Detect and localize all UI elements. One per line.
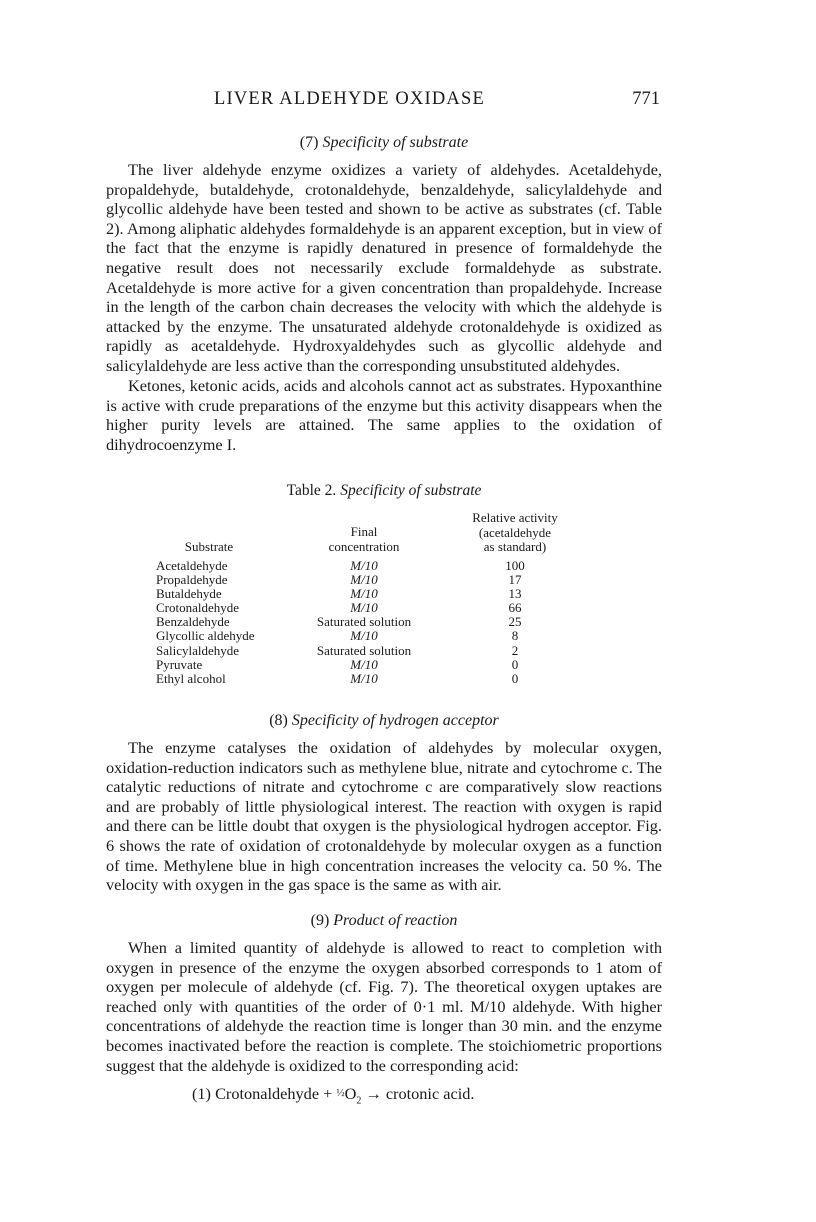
cell-concentration: M/10 (350, 558, 378, 573)
section-number: (7) (299, 134, 319, 151)
paragraph: The liver aldehyde enzyme oxidizes a variety of aldehydes. Acetaldehyde, propaldehyde, butaldehyde, crotonaldehyde, benzaldehyde, salicylaldehyde and glycollic aldehyde have been tested and shown to be active as substrates (cf. Table 2). Among aliphatic aldehydes formaldehyde is an apparent exception, but in view of the fact that the enzyme is rapidly denatured in presence of formaldehyde the negative result does not necessarily exclude formaldehyde as substrate. Acetaldehyde is more active for a given concentration than propaldehyde. Increase in the length of the carbon chain decreases the velocity with which the aldehyde is attacked by the enzyme. The unsaturated aldehyde crotonaldehyde is oxidized as rapidly as acetaldehyde. Hydroxyaldehydes such as glycollic aldehyde and salicylaldehyde are less active than the corresponding unsubstituted aldehydes. (106, 160, 662, 375)
cell-substrate: Acetaldehyde (156, 558, 228, 573)
column-header-activity: Relative activity (acetaldehyde as standard) (472, 510, 558, 554)
cell-substrate: Benzaldehyde (156, 614, 230, 630)
paragraph: When a limited quantity of aldehyde is allowed to react to completion with oxygen in presence of the enzyme the oxygen absorbed corresponds to 1 atom of oxygen per molecule of aldehyde (cf. Fig. 7). The theoretical oxygen uptakes are reached only with quantities of the order of 0·1 ml. M/10 aldehyde. With higher concentrations of aldehyde the reaction time is longer than 30 min. and the enzyme becomes inactivated before the reaction is complete. The stoichiometric proportions suggest that the aldehyde is oxidized to the corresponding acid: (106, 938, 662, 1075)
table-row (154, 629, 624, 643)
cell-substrate: Glycollic aldehyde (156, 628, 255, 644)
cell-activity: 8 (511, 628, 519, 644)
section-heading-8 (106, 712, 662, 730)
cell-activity: 2 (511, 642, 519, 658)
table-row (154, 644, 624, 658)
cell-concentration: M/10 (350, 600, 378, 616)
column-header-concentration: Final concentration (328, 524, 400, 554)
cell-activity: 0 (511, 670, 519, 686)
cell-substrate: Pyruvate (156, 656, 203, 672)
equation-left: Crotonaldehyde + (215, 1084, 337, 1103)
section-number: (9) (310, 912, 330, 929)
cell-substrate: Propaldehyde (156, 572, 228, 588)
arrow-icon: → (361, 1084, 386, 1103)
paragraph: Ketones, ketonic acids, acids and alcohols cannot act as substrates. Hypoxanthine is active with crude preparations of the enzyme but this activity disappears when the higher purity levels are attained. The same applies to the oxidation of dihydrocoenzyme I. (106, 376, 662, 454)
table-row (154, 587, 624, 601)
paragraph: The enzyme catalyses the oxidation of aldehydes by molecular oxygen, oxidation-reduction indicators such as methylene blue, nitrate and cytochrome c. The catalytic reductions of nitrate and cytochrome c are comparatively slow reactions and are probably of little physiological interest. The reaction with oxygen is rapid and there can be little doubt that oxygen is the physiological hydrogen acceptor. Fig. 6 shows the rate of oxidation of crotonaldehyde by molecular oxygen as a function of time. Methylene blue in high concentration increases the velocity ca. 50 %. The velocity with oxygen in the gas space is the same as with air. (106, 738, 662, 895)
cell-concentration: M/10 (350, 572, 378, 588)
section-title: Product of reaction (333, 912, 458, 929)
table-row (154, 573, 624, 587)
cell-activity: 0 (511, 656, 519, 672)
cell-concentration: M/10 (350, 670, 378, 686)
equation-oxygen: O (344, 1084, 357, 1103)
cell-substrate: Butaldehyde (156, 586, 222, 602)
section-heading-7 (106, 134, 662, 152)
section-number: (8) (269, 712, 288, 729)
cell-substrate: Ethyl alcohol (156, 670, 226, 686)
cell-activity: 66 (508, 600, 522, 616)
table-label: Table 2. (286, 482, 337, 499)
table-title: Specificity of substrate (340, 482, 482, 499)
table-body (154, 559, 624, 686)
page-number: 771 (632, 89, 660, 109)
cell-activity: 17 (508, 572, 522, 588)
equation-subscript: 2 (356, 1095, 362, 1107)
cell-substrate: Salicylaldehyde (156, 642, 240, 658)
cell-concentration: M/10 (350, 656, 378, 672)
cell-concentration: M/10 (350, 586, 378, 602)
cell-activity: 25 (508, 614, 522, 630)
equation-half: ½ (336, 1087, 345, 1099)
column-header-substrate: Substrate (184, 539, 234, 554)
table-row (154, 601, 624, 615)
table-row (154, 559, 624, 573)
section-title: Specificity of substrate (322, 134, 469, 151)
table-caption (106, 482, 662, 500)
equation (192, 1084, 474, 1106)
table-row (154, 615, 624, 629)
cell-activity: 13 (508, 586, 522, 602)
section-title: Specificity of hydrogen acceptor (291, 712, 499, 729)
section-heading-9 (106, 912, 662, 930)
equation-number: (1) (192, 1084, 211, 1103)
cell-concentration: Saturated solution (316, 614, 412, 630)
equation-right: crotonic acid. (385, 1084, 475, 1103)
running-title: LIVER ALDEHYDE OXIDASE (214, 89, 485, 109)
table-row (154, 658, 624, 672)
cell-activity: 100 (505, 558, 525, 573)
cell-concentration: Saturated solution (316, 642, 412, 658)
cell-substrate: Crotonaldehyde (156, 600, 240, 616)
cell-concentration: M/10 (350, 628, 378, 644)
table-row (154, 672, 624, 686)
page-header (106, 89, 662, 113)
